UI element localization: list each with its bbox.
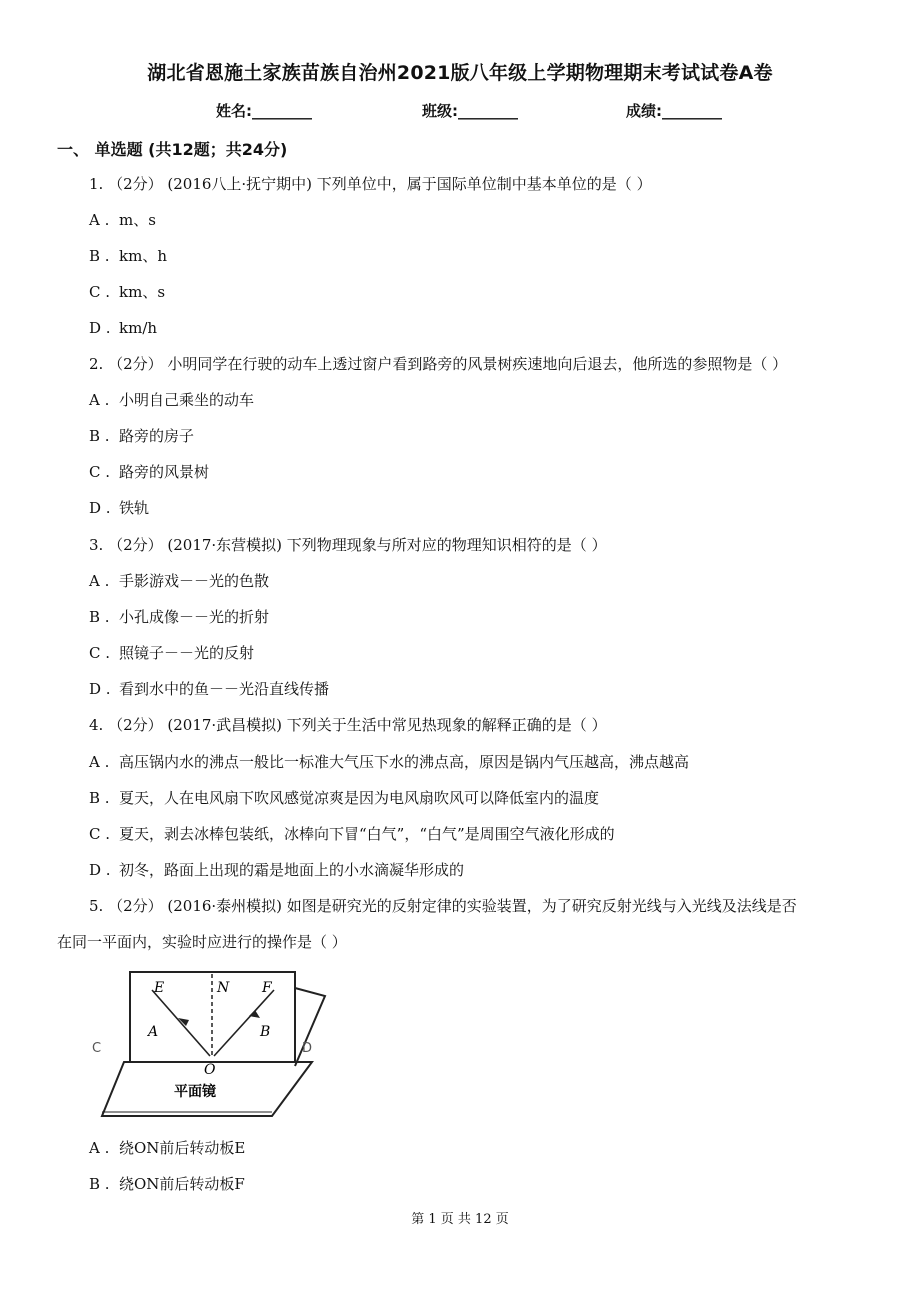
option-text: 高压锅内水的沸点一般比一标准大气压下水的沸点高，原因是锅内气压越高，沸点越高	[119, 753, 690, 771]
option-text: km、s	[119, 283, 166, 301]
option-text: m、s	[119, 211, 156, 229]
option-text: 看到水中的鱼－－光沿直线传播	[119, 680, 330, 698]
question-5-stem: 5. （2分） (2016·泰州模拟) 如图是研究光的反射定律的实验装置，为了研究反射光线与入光线及法线是否	[89, 897, 797, 915]
option-letter: C .	[89, 644, 111, 662]
option-text: 初冬，路面上出现的霜是地面上的小水滴凝华形成的	[119, 861, 465, 879]
label-e: E	[154, 980, 165, 996]
option-text: 绕ON前后转动板F	[119, 1175, 245, 1193]
question-2-option-a	[89, 390, 254, 410]
question-4-option-d	[89, 860, 464, 880]
option-letter: A .	[89, 753, 110, 771]
exam-title: 湖北省恩施土家族苗族自治州2021版八年级上学期物理期末考试试卷A卷	[147, 62, 773, 84]
question-5-stem-continued: 在同一平面内，实验时应进行的操作是（ ）	[57, 933, 347, 951]
question-2-stem: 2. （2分） 小明同学在行驶的动车上透过窗户看到路旁的风景树疾速地向后退去，他所选的参照物是（ ）	[89, 355, 788, 373]
option-text: km/h	[119, 319, 158, 337]
question-5-option-a	[89, 1138, 245, 1158]
label-a: A	[148, 1024, 159, 1040]
question-4-option-c	[89, 824, 615, 844]
reflection-experiment-figure	[90, 968, 330, 1118]
question-4-option-a	[89, 752, 689, 772]
option-letter: C .	[89, 463, 111, 481]
option-text: 铁轨	[119, 499, 150, 517]
name-field: 姓名:________	[216, 102, 312, 120]
section-heading: 一、 单选题 (共12题；共24分)	[57, 140, 288, 159]
option-letter: B .	[89, 427, 110, 445]
option-letter: D .	[89, 499, 111, 517]
option-text: 手影游戏－－光的色散	[119, 572, 270, 590]
question-1-stem: 1. （2分） (2016八上·抚宁期中) 下列单位中，属于国际单位制中基本单位的是（ ）	[89, 175, 652, 193]
question-3-stem: 3. （2分） (2017·东营模拟) 下列物理现象与所对应的物理知识相符的是（ ）	[89, 536, 607, 554]
label-c: C	[92, 1041, 102, 1056]
page-footer: 第 1 页 共 12 页	[411, 1212, 509, 1227]
label-mirror: 平面镜	[174, 1084, 216, 1100]
option-text: 夏天，剥去冰棒包装纸，冰棒向下冒“白气”，“白气”是周围空气液化形成的	[119, 825, 615, 843]
option-letter: B .	[89, 1175, 110, 1193]
option-letter: A .	[89, 572, 110, 590]
option-text: 路旁的房子	[119, 427, 195, 445]
label-f: F	[262, 980, 272, 996]
reflected-ray	[214, 990, 274, 1056]
question-1-option-c	[89, 282, 165, 302]
option-letter: B .	[89, 247, 110, 265]
question-2-option-d	[89, 498, 149, 518]
incident-ray	[152, 990, 210, 1056]
option-text: 夏天，人在电风扇下吹风感觉凉爽是因为电风扇吹风可以降低室内的温度	[119, 789, 600, 807]
question-3-option-d	[89, 679, 329, 699]
label-o: O	[204, 1062, 216, 1078]
question-1-option-a	[89, 210, 156, 230]
option-letter: D .	[89, 861, 111, 879]
option-letter: C .	[89, 283, 111, 301]
question-2-option-b	[89, 426, 194, 446]
option-letter: D .	[89, 319, 111, 337]
question-2-option-c	[89, 462, 209, 482]
label-b: B	[260, 1024, 271, 1040]
option-text: 照镜子－－光的反射	[119, 644, 255, 662]
option-text: 绕ON前后转动板E	[119, 1139, 246, 1157]
option-letter: B .	[89, 789, 110, 807]
question-3-option-b	[89, 607, 269, 627]
question-4-stem: 4. （2分） (2017·武昌模拟) 下列关于生活中常见热现象的解释正确的是（ ）	[89, 716, 607, 734]
option-text: km、h	[119, 247, 167, 265]
option-letter: D .	[89, 680, 111, 698]
question-3-option-c	[89, 643, 254, 663]
option-letter: A .	[89, 211, 110, 229]
question-1-option-d	[89, 318, 157, 338]
question-1-option-b	[89, 246, 167, 266]
option-letter: A .	[89, 1139, 110, 1157]
class-field: 班级:________	[422, 102, 518, 120]
option-text: 小孔成像－－光的折射	[119, 608, 270, 626]
option-text: 路旁的风景树	[119, 463, 210, 481]
option-letter: A .	[89, 391, 110, 409]
question-4-option-b	[89, 788, 599, 808]
score-field: 成绩:________	[626, 102, 722, 120]
label-d: D	[302, 1041, 313, 1056]
label-n: N	[217, 980, 230, 996]
question-5-option-b	[89, 1174, 245, 1194]
option-letter: C .	[89, 825, 111, 843]
option-text: 小明自己乘坐的动车	[119, 391, 255, 409]
question-3-option-a	[89, 571, 269, 591]
option-letter: B .	[89, 608, 110, 626]
